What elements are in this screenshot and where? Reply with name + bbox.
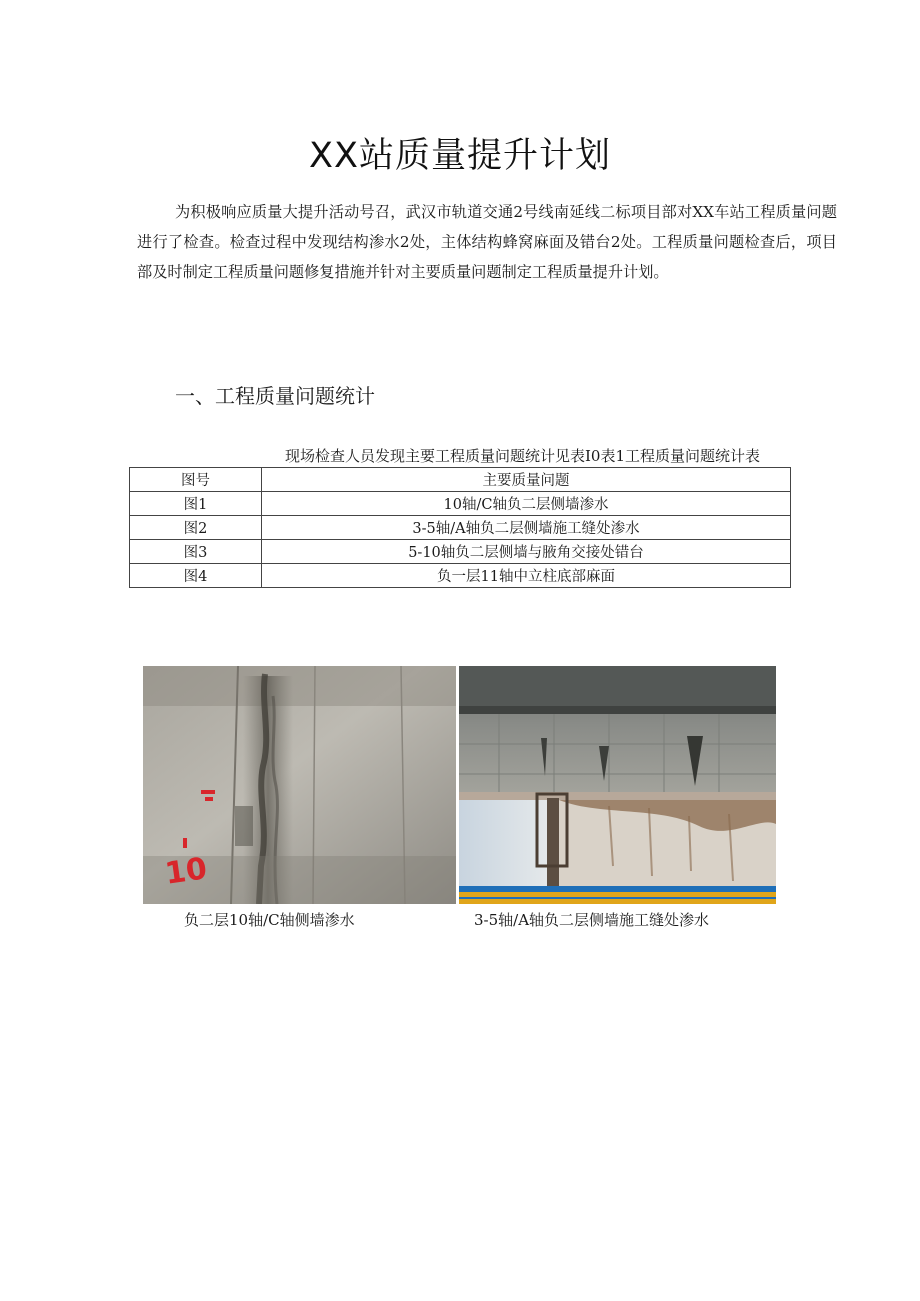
photo-wall-leak-3-5a-image: [459, 666, 776, 904]
photo-wall-leak-10c-image: [143, 666, 456, 904]
table-header-cell: 图号: [130, 468, 262, 492]
table-header-cell: 主要质量问题: [262, 468, 791, 492]
photo-caption-right: 3-5轴/A轴负二层侧墙施工缝处渗水: [474, 911, 710, 929]
section-heading-statistics: 一、工程质量问题统计: [175, 384, 375, 408]
photo-caption-left: 负二层10轴/C轴侧墙渗水: [184, 911, 355, 929]
table-row: [130, 540, 791, 564]
issues-table: [129, 467, 791, 588]
table-row: [130, 564, 791, 588]
table-cell-figure: 图4: [130, 564, 262, 588]
table-cell-issue: 5-10轴负二层侧墙与腋角交接处错台: [262, 540, 791, 564]
table-cell-issue: 3-5轴/A轴负二层侧墙施工缝处渗水: [262, 516, 791, 540]
table-caption: 现场检查人员发现主要工程质量问题统计见表I0表1工程质量问题统计表: [285, 447, 761, 465]
intro-paragraph: 为积极响应质量大提升活动号召，武汉市轨道交通2号线南延线二标项目部对XX车站工程质量问题进行了检查。检查过程中发现结构渗水2处，主体结构蜂窝麻面及错台2处。工程质量问题检查后，项目部及时制定工程质量问题修复措施并针对主要质量问题制定工程质量提升计划。: [137, 203, 837, 281]
photo-wall-leak-10c: [143, 666, 456, 904]
table-header-row: [130, 468, 791, 492]
photo-wall-leak-3-5a: [459, 666, 776, 904]
painted-axis-mark: 10: [162, 851, 210, 892]
table-cell-figure: 图1: [130, 492, 262, 516]
page-title: XX站质量提升计划: [309, 136, 611, 176]
table-cell-issue: 负一层11轴中立柱底部麻面: [262, 564, 791, 588]
table-row: [130, 516, 791, 540]
table-cell-issue: 10轴/C轴负二层侧墙渗水: [262, 492, 791, 516]
table-cell-figure: 图2: [130, 516, 262, 540]
table-cell-figure: 图3: [130, 540, 262, 564]
table-row: [130, 492, 791, 516]
